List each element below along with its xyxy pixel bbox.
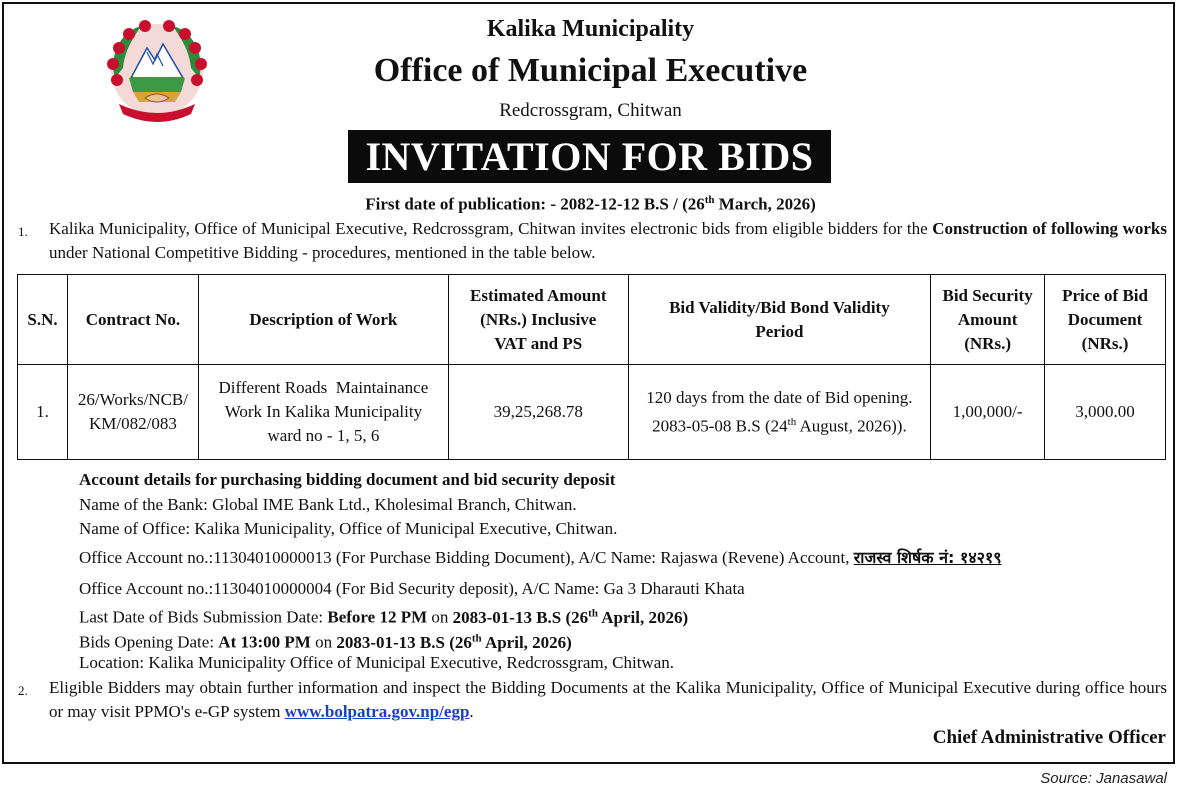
info-paragraph: Eligible Bidders may obtain further information and inspect the Bidding Documents at the Kalika Municipality, Office of Municipal Executive during office hours or may visit PPMO's e-GP system www.bolpatra.gov.np/egp. xyxy=(49,678,1167,721)
egp-link[interactable]: www.bolpatra.gov.np/egp xyxy=(284,702,470,721)
source-credit: Source: Janasawal xyxy=(1040,770,1167,787)
office-address: Redcrossgram, Chitwan xyxy=(499,100,682,121)
cell-sn: 1. xyxy=(18,365,68,460)
municipality-name: Kalika Municipality xyxy=(486,16,695,42)
header-estimated-amount: Estimated Amount (NRs.) Inclusive VAT and PS xyxy=(448,275,628,365)
paragraph-number-1: 1. xyxy=(18,224,28,239)
location: Location: Kalika Municipality Office of Municipal Executive, Redcrossgram, Chitwan. xyxy=(79,653,674,672)
opening-date: Bids Opening Date: At 13:00 PM on 2083-01-13 B.S (26th April, 2026) xyxy=(79,632,572,652)
bids-table xyxy=(17,274,1166,460)
header-contract-no: Contract No. xyxy=(67,275,198,365)
header-description: Description of Work xyxy=(198,275,448,365)
cell-bid-security: 1,00,000/- xyxy=(931,365,1045,460)
header-sn: S.N. xyxy=(18,275,68,365)
signature: Chief Administrative Officer xyxy=(932,727,1166,748)
cell-estimated-amount: 39,25,268.78 xyxy=(448,365,628,460)
submission-date: Last Date of Bids Submission Date: Before 12 PM on 2083-01-13 B.S (26th April, 2026) xyxy=(79,607,689,627)
header-bid-security: Bid Security Amount (NRs.) xyxy=(931,275,1045,365)
header-bid-validity: Bid Validity/Bid Bond Validity Period xyxy=(628,275,931,365)
cell-description: Different Roads Maintainance Work In Kalika Municipality ward no - 1, 5, 6 xyxy=(198,365,448,460)
intro-paragraph: Kalika Municipality, Office of Municipal Executive, Redcrossgram, Chitwan invites electronic bids from eligible bidders for the Construction of following works under National Competitive Bidding - procedures, mentioned in the table below. xyxy=(49,219,1167,262)
office-name: Name of Office: Kalika Municipality, Office of Municipal Executive, Chitwan. xyxy=(79,519,618,538)
paragraph-number-2: 2. xyxy=(18,683,28,698)
account-heading: Account details for purchasing bidding document and bid security deposit xyxy=(79,470,616,489)
bank-name: Name of the Bank: Global IME Bank Ltd., Kholesimal Branch, Chitwan. xyxy=(79,495,577,514)
cell-contract-no: 26/Works/NCB/ KM/082/083 xyxy=(67,365,198,460)
publication-date: First date of publication: - 2082-12-12 B.S / (26th March, 2026) xyxy=(365,194,816,214)
cell-bid-validity: 120 days from the date of Bid opening. 2083-05-08 B.S (24th August, 2026)). xyxy=(628,365,931,460)
header-document-price: Price of Bid Document (NRs.) xyxy=(1045,275,1166,365)
invitation-banner: INVITATION FOR BIDS xyxy=(348,130,831,183)
account-purchase-document: Office Account no.:11304010000013 (For Purchase Bidding Document), A/C Name: Rajaswa (Revene) Account, राजस्व शिर्षक नं: १४२१९ xyxy=(79,548,1002,567)
office-title: Office of Municipal Executive xyxy=(373,52,808,89)
account-bid-security: Office Account no.:11304010000004 (For Bid Security deposit), A/C Name: Ga 3 Dharauti Khata xyxy=(79,579,745,598)
table-header-row xyxy=(18,275,1166,365)
cell-document-price: 3,000.00 xyxy=(1045,365,1166,460)
table-row xyxy=(18,365,1166,460)
